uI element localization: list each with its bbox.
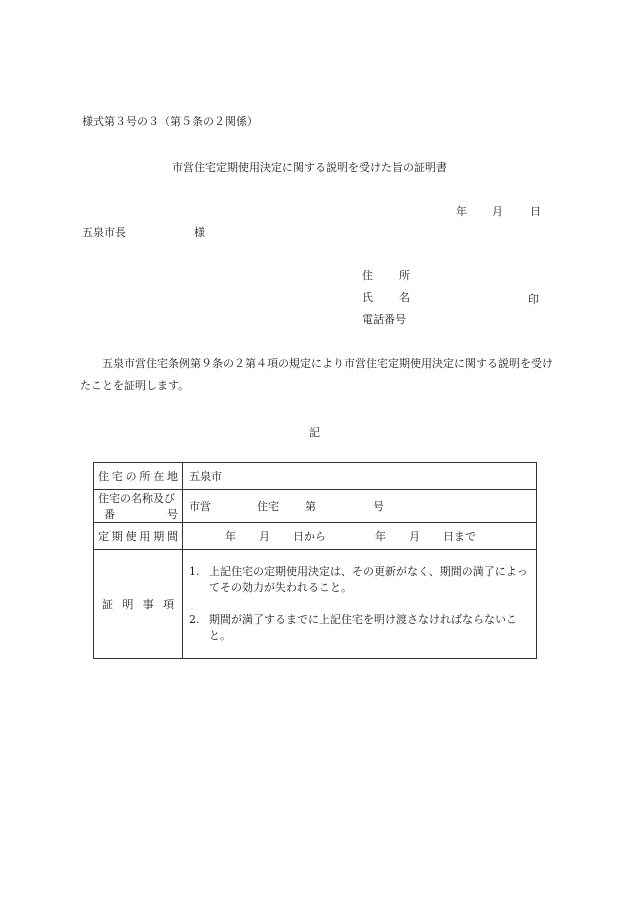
table-row (94, 523, 537, 550)
certification-items (183, 550, 537, 659)
name-label: 氏 名 (362, 291, 410, 304)
name-line (362, 289, 410, 311)
date-line (456, 203, 541, 219)
table-row (94, 463, 537, 490)
period-header: 定 期 使 用 期 間 (94, 523, 183, 550)
certification-statement: 五泉市営住宅条例第９条の２第４項の規定により市営住宅定期使用決定に関する説明を受けたことを証明します。 (80, 357, 553, 392)
details-table (93, 462, 537, 659)
phone-line (362, 311, 410, 333)
applicant-block (362, 267, 539, 333)
year-label: 年 (456, 205, 467, 218)
list-item: 1. 上記住宅の定期使用決定は、その更新がなく、期間の満了によってその効力が失われること。 (189, 565, 528, 594)
phone-label: 電話番号 (362, 313, 406, 326)
list-item: 2. 期間が満了するまでに上記住宅を明け渡さなければならないこと。 (189, 613, 517, 642)
addressee (82, 224, 205, 240)
address-line (362, 267, 410, 289)
form-number: 様式第３号の３（第５条の２関係） (82, 115, 258, 128)
period-value: 年 月 日から 年 月 日まで (183, 523, 537, 550)
table-row (94, 490, 537, 523)
name-number-value: 市営 住宅 第 号 (183, 490, 537, 523)
name-number-header: 住宅の名称及び 番 号 (94, 490, 183, 523)
record-mark: 記 (309, 426, 320, 439)
certification-header: 証 明 事 項 (94, 550, 183, 659)
address-label: 住 所 (362, 269, 410, 282)
document-title: 市営住宅定期使用決定に関する説明を受けた旨の証明書 (172, 161, 447, 174)
day-label: 日 (530, 205, 541, 218)
location-header: 住 宅 の 所 在 地 (94, 463, 183, 490)
addressee-name: 五泉市長 (82, 226, 126, 239)
month-label: 月 (492, 205, 503, 218)
seal-mark: 印 (528, 293, 539, 306)
table-row (94, 550, 537, 659)
addressee-honorific: 様 (194, 226, 205, 239)
location-value: 五泉市 (183, 463, 537, 490)
